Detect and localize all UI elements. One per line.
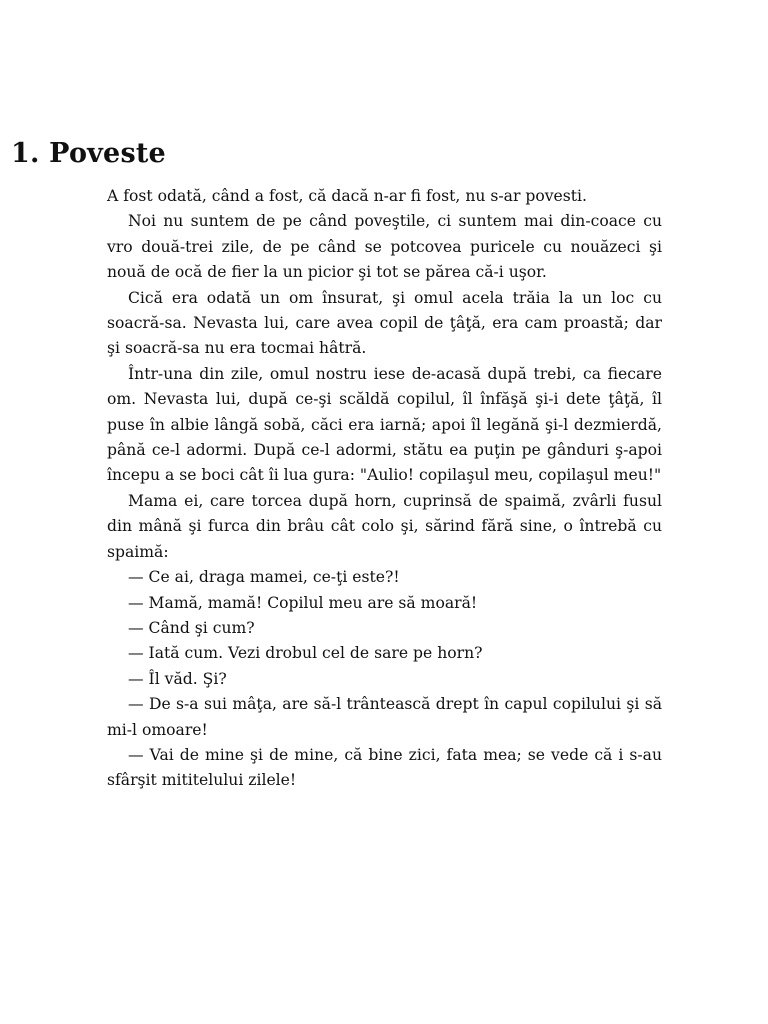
dialogue-line: — Ce ai, draga mamei, ce-ţi este?! [128,568,400,587]
paragraph: Noi nu suntem de pe când poveştile, ci suntem mai din-coace cu vro două-trei zile, de pe când se potcovea puricele cu nouăzeci şi nouă de ocă de fier la un picior şi tot se părea că-i uşor. [107,212,662,282]
dialogue-line: — Vai de mine şi de mine, că bine zici, fata mea; se vede că i s-au sfârşit mititelului zilele! [107,745,662,790]
paragraph: Mama ei, care torcea după horn, cuprinsă de spaimă, zvârli fusul din mână şi furca din brâu cât colo şi, sărind fără sine, o întrebă cu spaimă: [107,491,662,561]
paragraph-opening: A fost odată, când a fost, că dacă n-ar fi fost, nu s-ar povesti. [107,187,587,205]
dialogue-line: — Când şi cum? [128,618,255,637]
dialogue-line: — Îl văd. Şi? [128,669,227,688]
dialogue-line: — Iată cum. Vezi drobul cel de sare pe horn? [128,644,483,663]
dialogue-line: — De s-a sui mâţa, are să-l trântească drept în capul copilului şi să mi-l omoare! [107,695,662,739]
story-text [107,184,662,794]
chapter-title: 1. Poveste [11,138,166,169]
dialogue-line: — Mamă, mamă! Copilul meu are să moară! [128,593,478,612]
paragraph: Cică era odată un om însurat, şi omul acela trăia la un loc cu soacră-sa. Nevasta lui, care avea copil de ţâţă, era cam proastă; dar şi soacră-sa nu era tocmai hâtră. [107,288,662,358]
paragraph: Într-una din zile, omul nostru iese de-acasă după trebi, ca fiecare om. Nevasta lui, după ce-şi scăldă copilul, îl înfăşă şi-i dete ţâţă, îl puse în albie lângă sobă, căci era iarnă; apoi îl legănă şi-l dezmierdă, până ce-l adormi. După ce-l adormi, stătu ea puţin pe gânduri ş-apoi începu a se boci cât îi lua gura: "Aulio! copilaşul meu, copilaşul meu!" [107,364,662,485]
